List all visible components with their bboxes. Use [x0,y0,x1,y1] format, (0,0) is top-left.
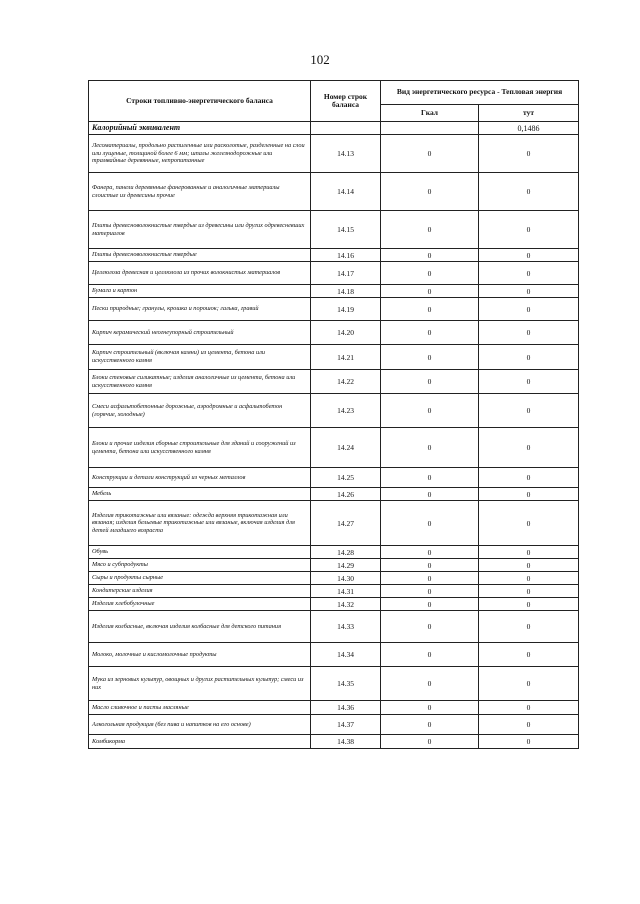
row-code: 14.33 [311,611,381,643]
row-value-tut: 0 [479,173,579,211]
table-row [89,173,579,211]
row-value-tut: 0 [479,735,579,749]
header-energy-resource: Вид энергетического ресурса - Тепловая энергия [381,81,579,105]
row-name: Блоки стеновые силикатные; изделия аналогичные из цемента, бетона или искусственного камня [89,370,311,394]
row-name: Целлюлоза древесная и целлюлоза из прочих волокнистых материалов [89,262,311,285]
row-value-tut: 0 [479,715,579,735]
row-code: 14.15 [311,211,381,249]
row-value-tut: 0 [479,585,579,598]
row-name: Изделия трикотажные или вязаные: одежда верхняя трикотажная или вязаная; изделия бельевые трикотажные или вязаные, включая изделия для детей младшего возраста [89,501,311,546]
row-value-gcal: 0 [381,572,479,585]
table-row [89,611,579,643]
row-value-tut: 0 [479,394,579,428]
table-row [89,468,579,488]
table-row [89,249,579,262]
table-row [89,598,579,611]
row-value-tut: 0 [479,370,579,394]
table-row [89,428,579,468]
header-unit-tut: тут [479,105,579,122]
row-name: Комбикорма [89,735,311,749]
row-name: Изделия колбасные, включая изделия колбасные для детского питания [89,611,311,643]
row-value-gcal: 0 [381,249,479,262]
row-value-tut: 0 [479,572,579,585]
row-value-gcal: 0 [381,211,479,249]
row-name: Мясо и субпродукты [89,559,311,572]
row-name: Алкогольная продукция (без пива и напитков на его основе) [89,715,311,735]
row-value-gcal: 0 [381,611,479,643]
row-name: Молоко, молочные и кисломолочные продукты [89,643,311,667]
row-code: 14.29 [311,559,381,572]
row-value-tut: 0 [479,667,579,701]
row-value-gcal: 0 [381,468,479,488]
row-code: 14.37 [311,715,381,735]
table-row [89,501,579,546]
row-name: Бумага и картон [89,285,311,298]
row-value-gcal: 0 [381,321,479,345]
row-code: 14.23 [311,394,381,428]
page-number: 102 [310,52,330,67]
row-value-gcal: 0 [381,667,479,701]
calorific-label: Калорийный эквивалент [89,122,311,135]
row-value-gcal: 0 [381,643,479,667]
row-value-tut: 0 [479,546,579,559]
row-value-tut: 0 [479,285,579,298]
row-value-gcal: 0 [381,501,479,546]
calorific-gcal [381,122,479,135]
row-value-gcal: 0 [381,173,479,211]
row-code: 14.31 [311,585,381,598]
row-code: 14.38 [311,735,381,749]
row-value-tut: 0 [479,598,579,611]
row-code: 14.35 [311,667,381,701]
row-code: 14.34 [311,643,381,667]
row-code: 14.26 [311,488,381,501]
row-value-gcal: 0 [381,298,479,321]
row-name: Плиты древесноволокнистые твердые [89,249,311,262]
row-code: 14.19 [311,298,381,321]
row-value-tut: 0 [479,345,579,370]
row-value-gcal: 0 [381,715,479,735]
row-value-tut: 0 [479,643,579,667]
row-value-tut: 0 [479,262,579,285]
table-row [89,701,579,715]
calorific-tut: 0,1486 [479,122,579,135]
row-value-gcal: 0 [381,546,479,559]
table-row [89,394,579,428]
row-value-gcal: 0 [381,345,479,370]
row-name: Мебель [89,488,311,501]
row-name: Блоки и прочие изделия сборные строительные для зданий и сооружений из цемента, бетона или искусственного камня [89,428,311,468]
row-value-tut: 0 [479,468,579,488]
row-value-tut: 0 [479,611,579,643]
row-code: 14.20 [311,321,381,345]
row-value-tut: 0 [479,701,579,715]
row-code: 14.36 [311,701,381,715]
table-row [89,262,579,285]
row-code: 14.13 [311,135,381,173]
row-code: 14.14 [311,173,381,211]
row-code: 14.16 [311,249,381,262]
row-code: 14.25 [311,468,381,488]
table-row [89,135,579,173]
table-row [89,285,579,298]
row-name: Плиты древесноволокнистые твердые из древесины или других одревесневших материалов [89,211,311,249]
row-value-gcal: 0 [381,428,479,468]
row-value-gcal: 0 [381,701,479,715]
row-value-gcal: 0 [381,735,479,749]
row-value-gcal: 0 [381,598,479,611]
header-unit-gcal: Гкал [381,105,479,122]
row-value-tut: 0 [479,298,579,321]
row-code: 14.17 [311,262,381,285]
calorific-code [311,122,381,135]
row-name: Обувь [89,546,311,559]
row-value-tut: 0 [479,249,579,262]
table-row [89,488,579,501]
table-row [89,345,579,370]
row-name: Кондитерские изделия [89,585,311,598]
header-row-number: Номер строк баланса [311,81,381,122]
table-row [89,585,579,598]
row-code: 14.21 [311,345,381,370]
row-name: Фанера, панели деревянные фанерованные и аналогичные материалы слоистые из древесины прочие [89,173,311,211]
row-name: Кирпич керамический неогнеупорный строительный [89,321,311,345]
table-row [89,559,579,572]
row-value-tut: 0 [479,321,579,345]
row-value-tut: 0 [479,488,579,501]
row-name: Мука из зерновых культур, овощных и других растительных культур; смеси из них [89,667,311,701]
row-name: Изделия хлебобулочные [89,598,311,611]
row-name: Кирпич строительный (включая камни) из цемента, бетона или искусственного камня [89,345,311,370]
table-row [89,546,579,559]
row-name: Лесоматериалы, продольно распиленные или расколотые, разделенные на слои или лущеные, толщиной более 6 мм; шпалы железнодорожные или трамвайные деревянные, непропитанные [89,135,311,173]
table-row [89,321,579,345]
row-value-gcal: 0 [381,285,479,298]
row-value-gcal: 0 [381,585,479,598]
row-code: 14.28 [311,546,381,559]
energy-balance-table [88,80,579,749]
row-value-gcal: 0 [381,559,479,572]
row-name: Конструкции и детали конструкций из черных металлов [89,468,311,488]
calorific-equivalent-row [89,122,579,135]
row-code: 14.24 [311,428,381,468]
table-row [89,667,579,701]
row-value-gcal: 0 [381,488,479,501]
row-name: Смеси асфальтобетонные дорожные, аэродромные и асфальтобетон (горячие, холодные) [89,394,311,428]
row-value-gcal: 0 [381,394,479,428]
table-row [89,715,579,735]
table-row [89,572,579,585]
table-row [89,370,579,394]
table-row [89,735,579,749]
row-name: Сыры и продукты сырные [89,572,311,585]
row-value-tut: 0 [479,559,579,572]
row-code: 14.22 [311,370,381,394]
row-value-gcal: 0 [381,135,479,173]
row-value-gcal: 0 [381,262,479,285]
row-name: Пески природные; гранулы, крошка и порошок; галька, гравий [89,298,311,321]
row-name: Масло сливочное и пасты масляные [89,701,311,715]
row-code: 14.32 [311,598,381,611]
table-row [89,298,579,321]
table-row [89,211,579,249]
row-code: 14.18 [311,285,381,298]
header-balance-lines: Строки топливно-энергетического баланса [89,81,311,122]
row-code: 14.30 [311,572,381,585]
row-value-tut: 0 [479,135,579,173]
row-value-gcal: 0 [381,370,479,394]
row-value-tut: 0 [479,211,579,249]
row-value-tut: 0 [479,428,579,468]
row-code: 14.27 [311,501,381,546]
table-row [89,643,579,667]
row-value-tut: 0 [479,501,579,546]
